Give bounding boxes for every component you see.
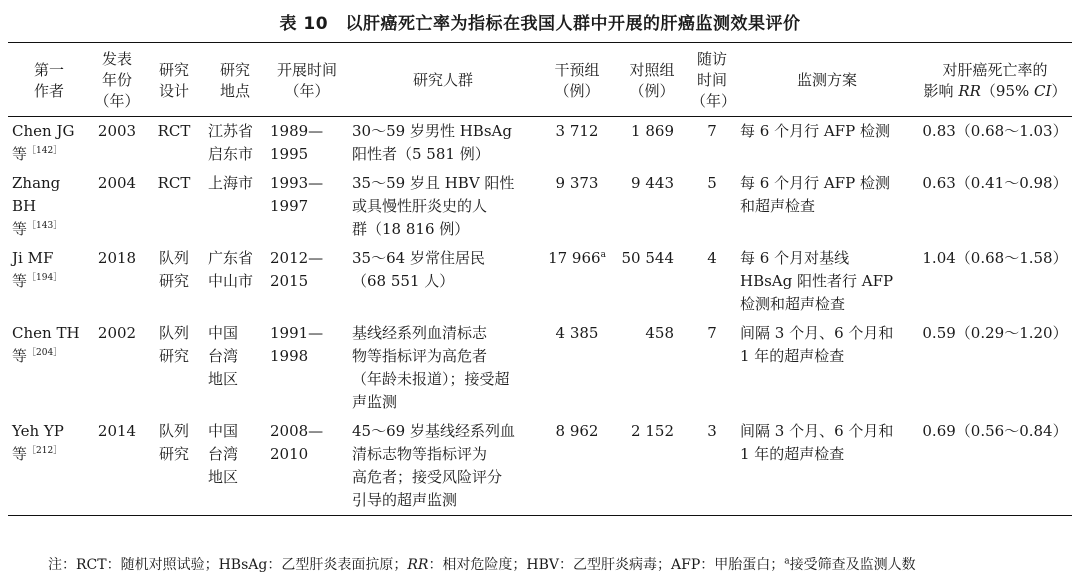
header-effect: 对肝癌死亡率的 影响 RR（95% CI） — [923, 60, 1067, 100]
cell-year: 2014 — [97, 422, 137, 440]
cell-author: Chen JG 等$^{[142]}$ — [12, 122, 75, 163]
header-author: 第一 作者 — [33, 60, 64, 100]
cell-location: 中国 台湾 地区 — [208, 324, 239, 388]
cell-location: 中国 台湾 地区 — [208, 422, 239, 486]
cell-control: 1 869 — [631, 122, 674, 140]
cell-author: Zhang BH 等$^{[143]}$ — [12, 174, 63, 238]
cell-intervention: 3 712 — [555, 122, 599, 140]
cell-control: 9 443 — [631, 174, 674, 192]
cell-scheme: 间隔 3 个月、6 个月和 1 年的超声检查 — [740, 422, 894, 463]
cell-population: 35～64 岁常住居民 （68 551 人） — [352, 249, 485, 290]
cell-author: Yeh YP 等$^{[212]}$ — [12, 422, 64, 463]
cell-scheme: 每 6 个月行 AFP 检测 — [740, 122, 890, 140]
header-design: 研究 设计 — [158, 60, 189, 100]
header-followup: 随访 时间 （年） — [691, 50, 737, 110]
cell-author: Ji MF 等$^{[194]}$ — [12, 249, 63, 290]
header-control: 对照组 （例） — [629, 60, 675, 100]
cell-intervention: 9 373 — [555, 174, 599, 192]
header-scheme: 监测方案 — [796, 71, 857, 89]
cell-population: 45～69 岁基线经系列血 清标志物等指标评为 高危者；接受风险评分 引导的超声监测 — [352, 422, 515, 509]
cell-followup: 4 — [707, 249, 717, 267]
cell-control: 50 544 — [621, 249, 674, 267]
table-row — [8, 169, 1072, 244]
header-year: 发表 年份 （年） — [94, 50, 140, 110]
table-footnote: 注：RCT：随机对照试验；HBsAg：乙型肝炎表面抗原；RR：相对危险度；HBV：乙型肝炎病毒；AFP：甲胎蛋白；$^a$接受筛查及监测人数 — [48, 556, 916, 573]
cell-intervention: 8 962 — [555, 422, 599, 440]
cell-followup: 5 — [707, 174, 717, 192]
cell-author: Chen TH 等$^{[204]}$ — [12, 324, 80, 365]
cell-period: 1989— 1995 — [270, 122, 324, 163]
cell-location: 江苏省 启东市 — [208, 122, 254, 163]
cell-period: 1993— 1997 — [270, 174, 324, 215]
cell-scheme: 每 6 个月对基线 HBsAg 阳性者行 AFP 检测和超声检查 — [740, 249, 894, 313]
cell-effect: 1.04（0.68～1.58） — [922, 249, 1068, 267]
cell-year: 2003 — [97, 122, 137, 140]
header-location: 研究 地点 — [219, 60, 250, 100]
table-row — [8, 244, 1072, 319]
table-row — [8, 319, 1072, 417]
cell-effect: 0.63（0.41～0.98） — [922, 174, 1068, 192]
cell-year: 2004 — [97, 174, 137, 192]
evaluation-table — [8, 42, 1072, 516]
cell-followup: 7 — [707, 324, 717, 342]
cell-location: 上海市 — [208, 174, 254, 192]
table-row — [8, 417, 1072, 516]
cell-population: 基线经系列血清标志 物等指标评为高危者 （年龄未报道）；接受超 声监测 — [352, 324, 510, 411]
header-period: 开展时间 （年） — [276, 60, 337, 100]
cell-intervention: 17 966$^a$ — [548, 249, 606, 267]
cell-year: 2018 — [97, 249, 137, 267]
cell-year: 2002 — [97, 324, 137, 342]
header-row — [8, 43, 1072, 117]
cell-period: 1991— 1998 — [270, 324, 324, 365]
cell-design: 队列 研究 — [158, 422, 189, 463]
cell-location: 广东省 中山市 — [208, 249, 254, 290]
cell-design: RCT — [157, 174, 191, 192]
header-intervention: 干预组 （例） — [554, 60, 600, 100]
table-row — [8, 117, 1072, 170]
cell-period: 2008— 2010 — [270, 422, 324, 463]
cell-effect: 0.83（0.68～1.03） — [922, 122, 1068, 140]
cell-population: 35～59 岁且 HBV 阳性 或具慢性肝炎史的人 群（18 816 例） — [352, 174, 515, 238]
cell-design: RCT — [157, 122, 191, 140]
cell-followup: 7 — [707, 122, 717, 140]
cell-effect: 0.59（0.29～1.20） — [922, 324, 1068, 342]
table-title: 表 10 以肝癌死亡率为指标在我国人群中开展的肝癌监测效果评价 — [279, 14, 801, 34]
cell-design: 队列 研究 — [158, 249, 189, 290]
cell-control: 2 152 — [631, 422, 674, 440]
cell-followup: 3 — [707, 422, 717, 440]
cell-period: 2012— 2015 — [270, 249, 324, 290]
cell-design: 队列 研究 — [158, 324, 189, 365]
cell-intervention: 4 385 — [555, 324, 599, 342]
cell-effect: 0.69（0.56～0.84） — [922, 422, 1068, 440]
cell-scheme: 每 6 个月行 AFP 检测 和超声检查 — [740, 174, 890, 215]
header-population: 研究人群 — [412, 71, 473, 89]
cell-population: 30～59 岁男性 HBsAg 阳性者（5 581 例） — [352, 122, 512, 163]
cell-scheme: 间隔 3 个月、6 个月和 1 年的超声检查 — [740, 324, 894, 365]
cell-control: 458 — [645, 324, 674, 342]
